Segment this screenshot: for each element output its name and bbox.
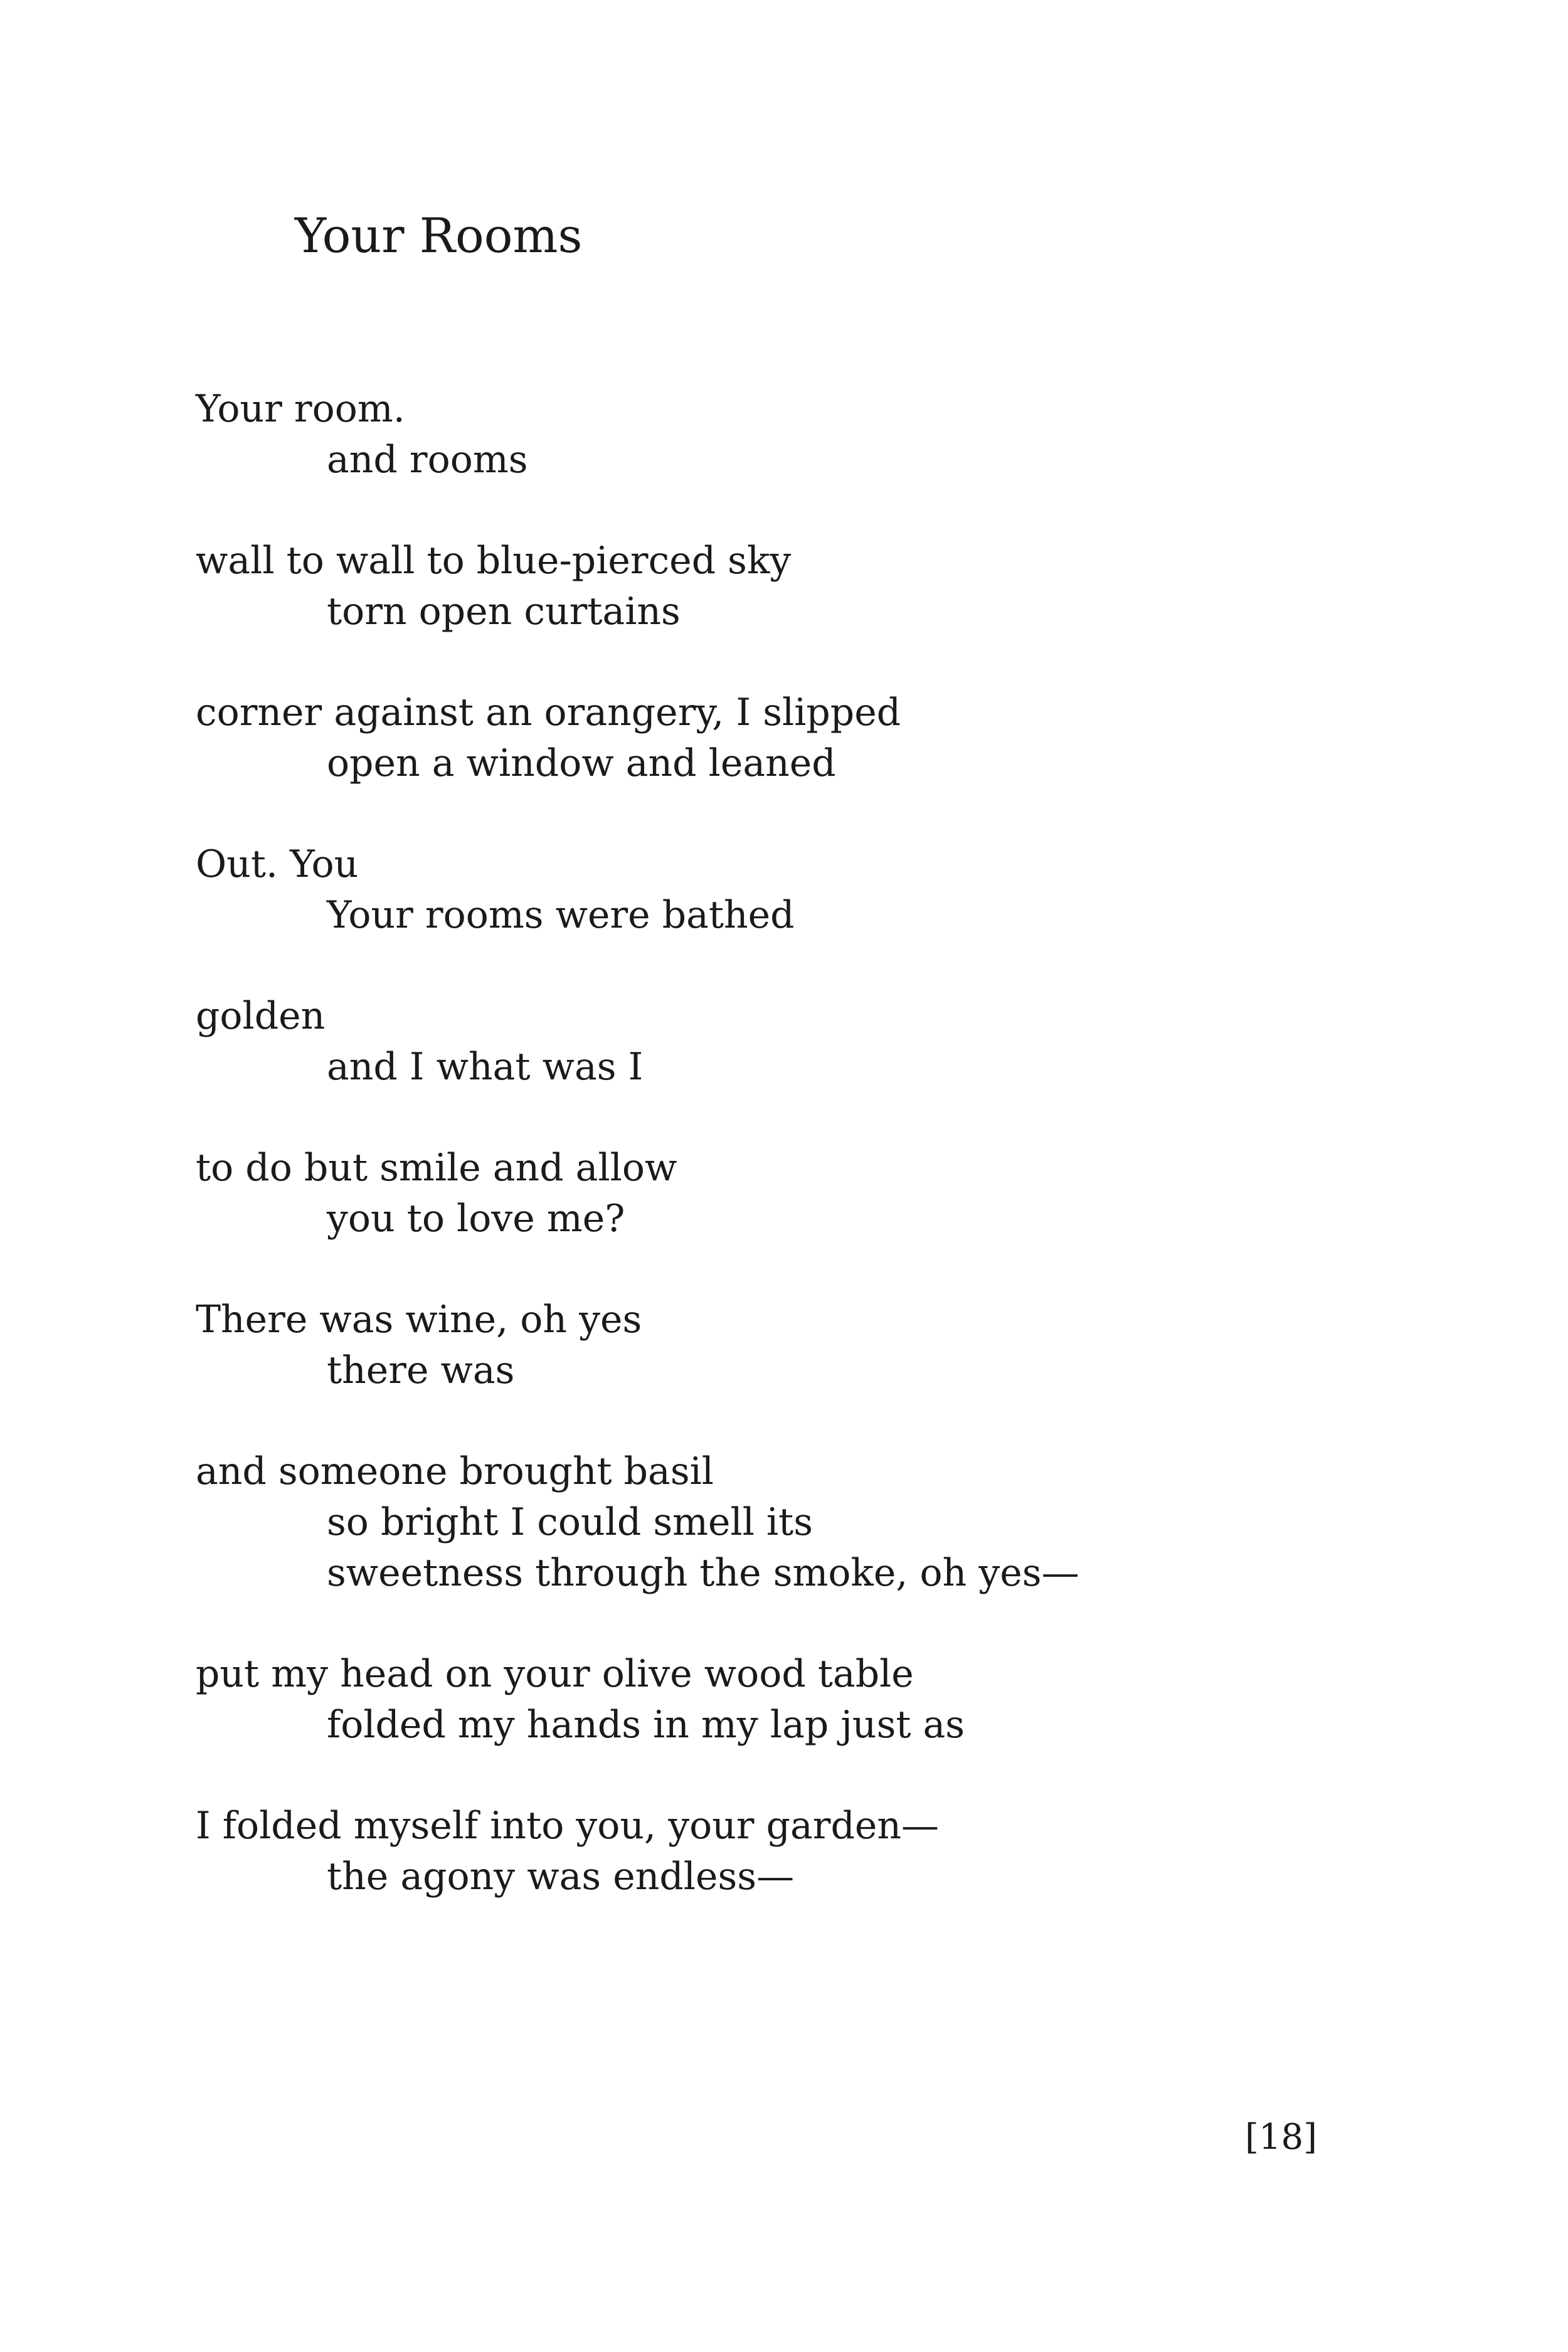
stanza-4 <box>196 839 1450 941</box>
poem-line: Your room. <box>196 387 405 431</box>
stanza-5 <box>196 991 1450 1093</box>
page-number: [18] <box>1245 2117 1317 2158</box>
poem-line: There was wine, oh yes <box>196 1298 642 1342</box>
poem-line: and someone brought basil <box>196 1449 714 1493</box>
poem-line-indented: so bright I could smell its <box>327 1500 813 1544</box>
poem-line-indented: folded my hands in my lap just as <box>327 1703 965 1747</box>
poem-line: I folded myself into you, your garden— <box>196 1804 940 1848</box>
stanza-7 <box>196 1295 1450 1396</box>
poem-line-indented: there was <box>327 1348 515 1392</box>
poem-title: Your Rooms <box>295 208 583 263</box>
poem-line-indented: you to love me? <box>327 1197 625 1241</box>
poem-line-indented: and I what was I <box>327 1045 644 1089</box>
poem-line: corner against an orangery, I slipped <box>196 691 901 734</box>
stanza-3 <box>196 687 1450 789</box>
poem-line-indented: sweetness through the smoke, oh yes— <box>327 1551 1079 1595</box>
stanza-8 <box>196 1446 1450 1599</box>
poem-line-indented: torn open curtains <box>327 590 681 633</box>
poem-line-indented: the agony was endless— <box>327 1855 795 1899</box>
stanza-6 <box>196 1143 1450 1244</box>
stanza-1 <box>196 384 1450 485</box>
poem-line: put my head on your olive wood table <box>196 1652 914 1696</box>
poem-line-indented: Your rooms were bathed <box>327 893 795 937</box>
poem-line: Out. You <box>196 842 359 886</box>
stanza-9 <box>196 1649 1450 1751</box>
stanza-10 <box>196 1801 1450 1902</box>
poem-body <box>196 384 1450 1952</box>
poem-line-indented: open a window and leaned <box>327 741 836 785</box>
poem-line: wall to wall to blue-pierced sky <box>196 539 792 583</box>
poem-line: golden <box>196 994 326 1038</box>
stanza-2 <box>196 536 1450 637</box>
poem-line-indented: and rooms <box>327 438 528 482</box>
poem-line: to do but smile and allow <box>196 1146 677 1190</box>
